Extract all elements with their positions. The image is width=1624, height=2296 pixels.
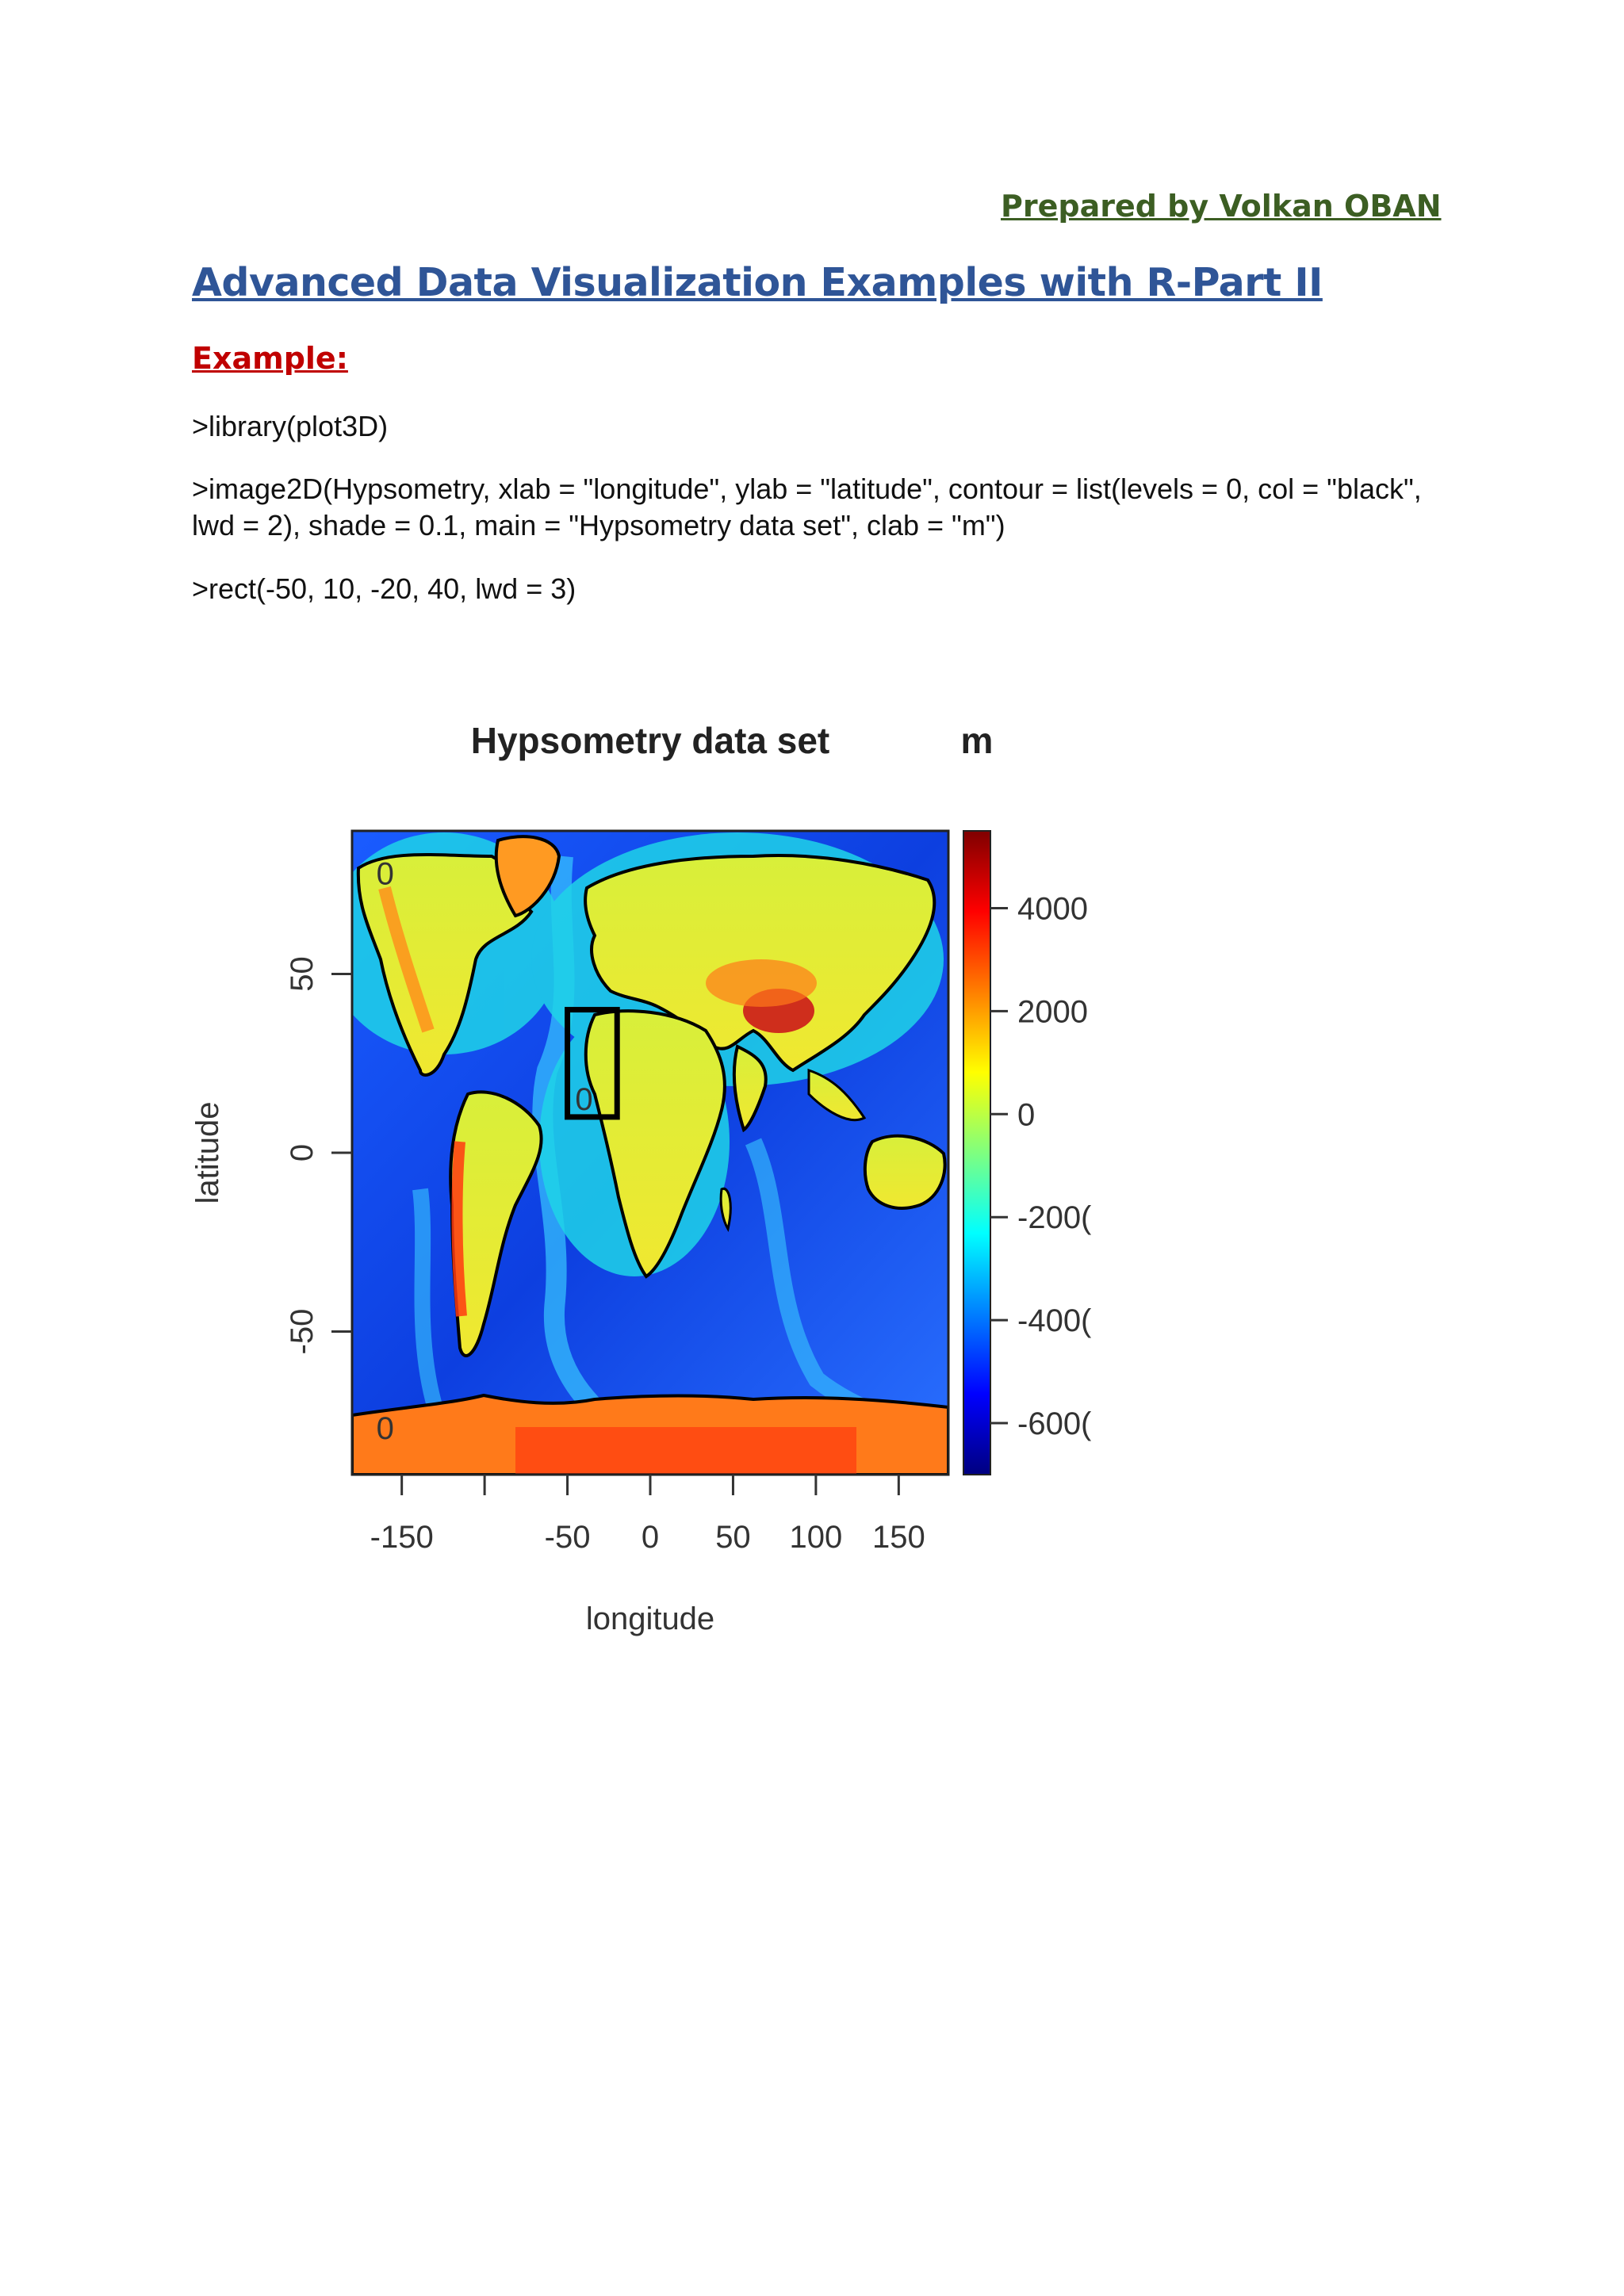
x-tick-label: 100: [789, 1520, 843, 1555]
colorbar-tick-label: 0: [1017, 1097, 1036, 1133]
y-tick-label: -50: [285, 1308, 320, 1355]
colorbar-tick-label: -200(: [1017, 1200, 1092, 1236]
colorbar-gradient: [963, 831, 990, 1475]
x-axis-label: longitude: [585, 1601, 715, 1636]
hypsometry-figure: [182, 698, 1134, 1649]
code-line-image2d: >image2D(Hypsometry, xlab = "longitude", ylab = "latitude", contour = list(levels = 0, col = "black",: [192, 473, 1422, 505]
colorbar-tick-label: -600(: [1017, 1406, 1092, 1442]
colorbar-title: m: [960, 720, 994, 761]
antarctica-plateau: [515, 1427, 856, 1475]
y-tick-label: 0: [285, 1143, 320, 1162]
code-line-library: >library(plot3D): [192, 410, 389, 442]
colorbar-tick-label: 4000: [1017, 891, 1088, 927]
continent-australia: [865, 1136, 945, 1208]
x-tick-label: 0: [641, 1520, 660, 1555]
contour-label: 0: [376, 856, 394, 892]
colorbar: [963, 831, 1092, 1475]
contour-label: 0: [575, 1081, 593, 1117]
x-tick-label: 50: [715, 1520, 751, 1555]
author-credit: Prepared by Volkan OBAN: [1001, 189, 1442, 224]
asia-highland: [706, 959, 817, 1007]
colorbar-tick-label: -400(: [1017, 1303, 1092, 1339]
x-tick-label: -50: [544, 1520, 591, 1555]
colorbar-tick-label: 2000: [1017, 994, 1088, 1030]
chart-title: Hypsometry data set: [470, 720, 830, 761]
x-tick-label: 150: [871, 1520, 925, 1555]
contour-label: 0: [376, 1410, 394, 1446]
hypsometry-map: [325, 831, 948, 1475]
andes-highland: [457, 1142, 462, 1316]
y-tick-label: 50: [285, 956, 320, 992]
code-line-image2d-cont: lwd = 2), shade = 0.1, main = "Hypsometry data set", clab = "m"): [192, 509, 1005, 541]
y-axis-label: latitude: [190, 1101, 225, 1204]
x-tick-label: -150: [370, 1520, 434, 1555]
section-heading: Example:: [192, 341, 348, 376]
document-title: Advanced Data Visualization Examples with R-Part II: [192, 260, 1323, 305]
code-line-rect: >rect(-50, 10, -20, 40, lwd = 3): [192, 572, 576, 605]
